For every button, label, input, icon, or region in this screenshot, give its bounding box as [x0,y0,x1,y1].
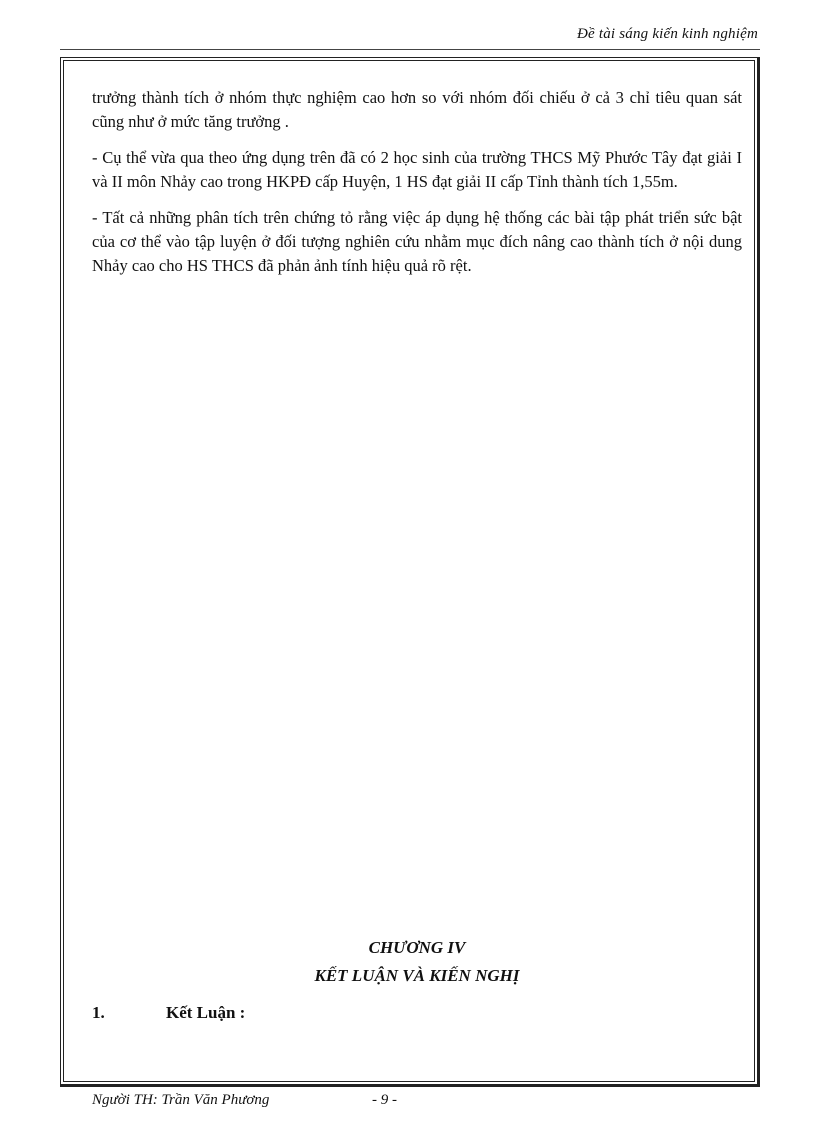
footer-author: Người TH: Trần Văn Phương [92,1092,270,1108]
section-title: Kết Luận : [166,1003,246,1022]
section-heading [92,1001,742,1025]
body-text [92,86,742,290]
chapter-title: KẾT LUẬN VÀ KIẾN NGHỊ [314,966,520,985]
paragraph-1: trưởng thành tích ở nhóm thực nghiệm cao hơn so với nhóm đối chiếu ở cả 3 chỉ tiêu quan sát cũng như ở mức tăng trưởng . [92,88,742,131]
header-rule [60,49,760,50]
section-number: 1. [92,1003,105,1022]
chapter-label: CHƯƠNG IV [368,938,466,957]
footer-page-number: - 9 - [372,1092,397,1108]
paragraph-2: - Cụ thể vừa qua theo ứng dụng trên đã có 2 học sinh của trường THCS Mỹ Phước Tây đạt giải I và II môn Nhảy cao trong HKPĐ cấp Huyện, 1 HS đạt giải II cấp Tỉnh thành tích 1,55m. [92,148,742,191]
chapter-heading [92,934,742,990]
document-header-title: Đề tài sáng kiến kinh nghiệm [577,26,758,42]
paragraph-3: - Tất cả những phân tích trên chứng tỏ rằng việc áp dụng hệ thống các bài tập phát triển sức bật của cơ thể vào tập luyện ở đối tượng nghiên cứu nhằm mục đích nâng cao thành tích ở nội dung Nhảy cao cho HS THCS đã phản ảnh tính hiệu quả rõ rệt. [92,208,742,275]
